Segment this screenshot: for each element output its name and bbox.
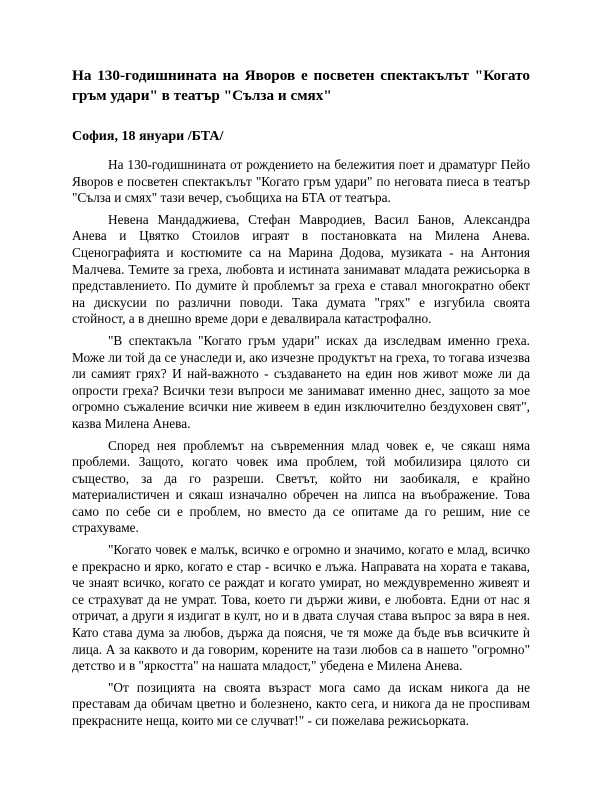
paragraph-2: Невена Мандаджиева, Стефан Мавродиев, Васил Банов, Александра Анева и Цвятко Стоилов играят в постановката на Милена Анева. Сценографията и костюмите са на Марина Додова, музиката - на Антония Малчева. Темите за греха, любовта и истината занимават младата режисьорка в представлението. По думите ѝ проблемът за греха е ставал многократно обект на дискусии по различни поводи. Така думата "грях" е изгубила своята стойност, а в днешно време дори е девалвирала катастрофално. — [72, 211, 530, 327]
article-dateline: София, 18 януари /БТА/ — [72, 129, 224, 144]
paragraph-1: На 130-годишнината от рождението на бележития поет и драматург Пейо Яворов е посветен спектакълът "Когато гръм удари" по неговата пиеса в театър "Сълза и смях" тази вечер, съобщиха на БТА от театъра. — [72, 157, 530, 206]
paragraph-5: "Когато човек е малък, всичко е огромно и значимо, когато е млад, всичко е прекрасно и ярко, когато е стар - всичко е лъжа. Направата на хората е такава, че знаят всичко, когато се раждат и когато умират, но междувременно живеят и се страхуват да не умрат. Това, което ги държи живи, е любовта. Едни от нас я отричат, а други я издигат в култ, но и в двата случая става въпрос за вяра в нея. Като става дума за любов, държа да поясня, че тя може да бъде във всичките ѝ лица. А за каквото и да говорим, корените на тази любов са в нашето "огромно" детство и в "яркостта" на нашата младост," убедена е Милена Анева. — [72, 542, 530, 674]
paragraph-3: "В спектакъла "Когато гръм удари" исках да изследвам именно греха. Може ли той да се унаследи и, ако изчезне продуктът на греха, то тогава изчезва ли самият грях? И най-важното - създаването на един нов живот може ли да опрости греха? Всички тези въпроси ме занимават именно днес, защото за мое огромно съжаление всички ние живеем в един изключително бездуховен свят", казва Милена Анева. — [72, 332, 530, 431]
paragraph-4: Според нея проблемът на съвременния млад човек е, че сякаш няма проблеми. Защото, когато човек има проблем, той мобилизира цялото си същество, за да го разреши. Светът, който ни заобикаля, е крайно материалистичен и сякаш изначално обречен на липса на въображение. Това само по себе си е проблем, но вместо да се опитаме да го решим, ние се страхуваме. — [72, 437, 530, 536]
paragraph-6: "От позицията на своята възраст мога само да искам никога да не преставам да обичам цветно и болезнено, както сега, и никога да не проспивам прекрасните неща, които ми се случват!" - си пожелава режисьорката. — [72, 679, 530, 728]
article-title: На 130-годишнината на Яворов е посветен спектакълът "Когато гръм удари" в театър "Сълза и смях" — [72, 67, 530, 104]
article-body — [72, 157, 530, 735]
